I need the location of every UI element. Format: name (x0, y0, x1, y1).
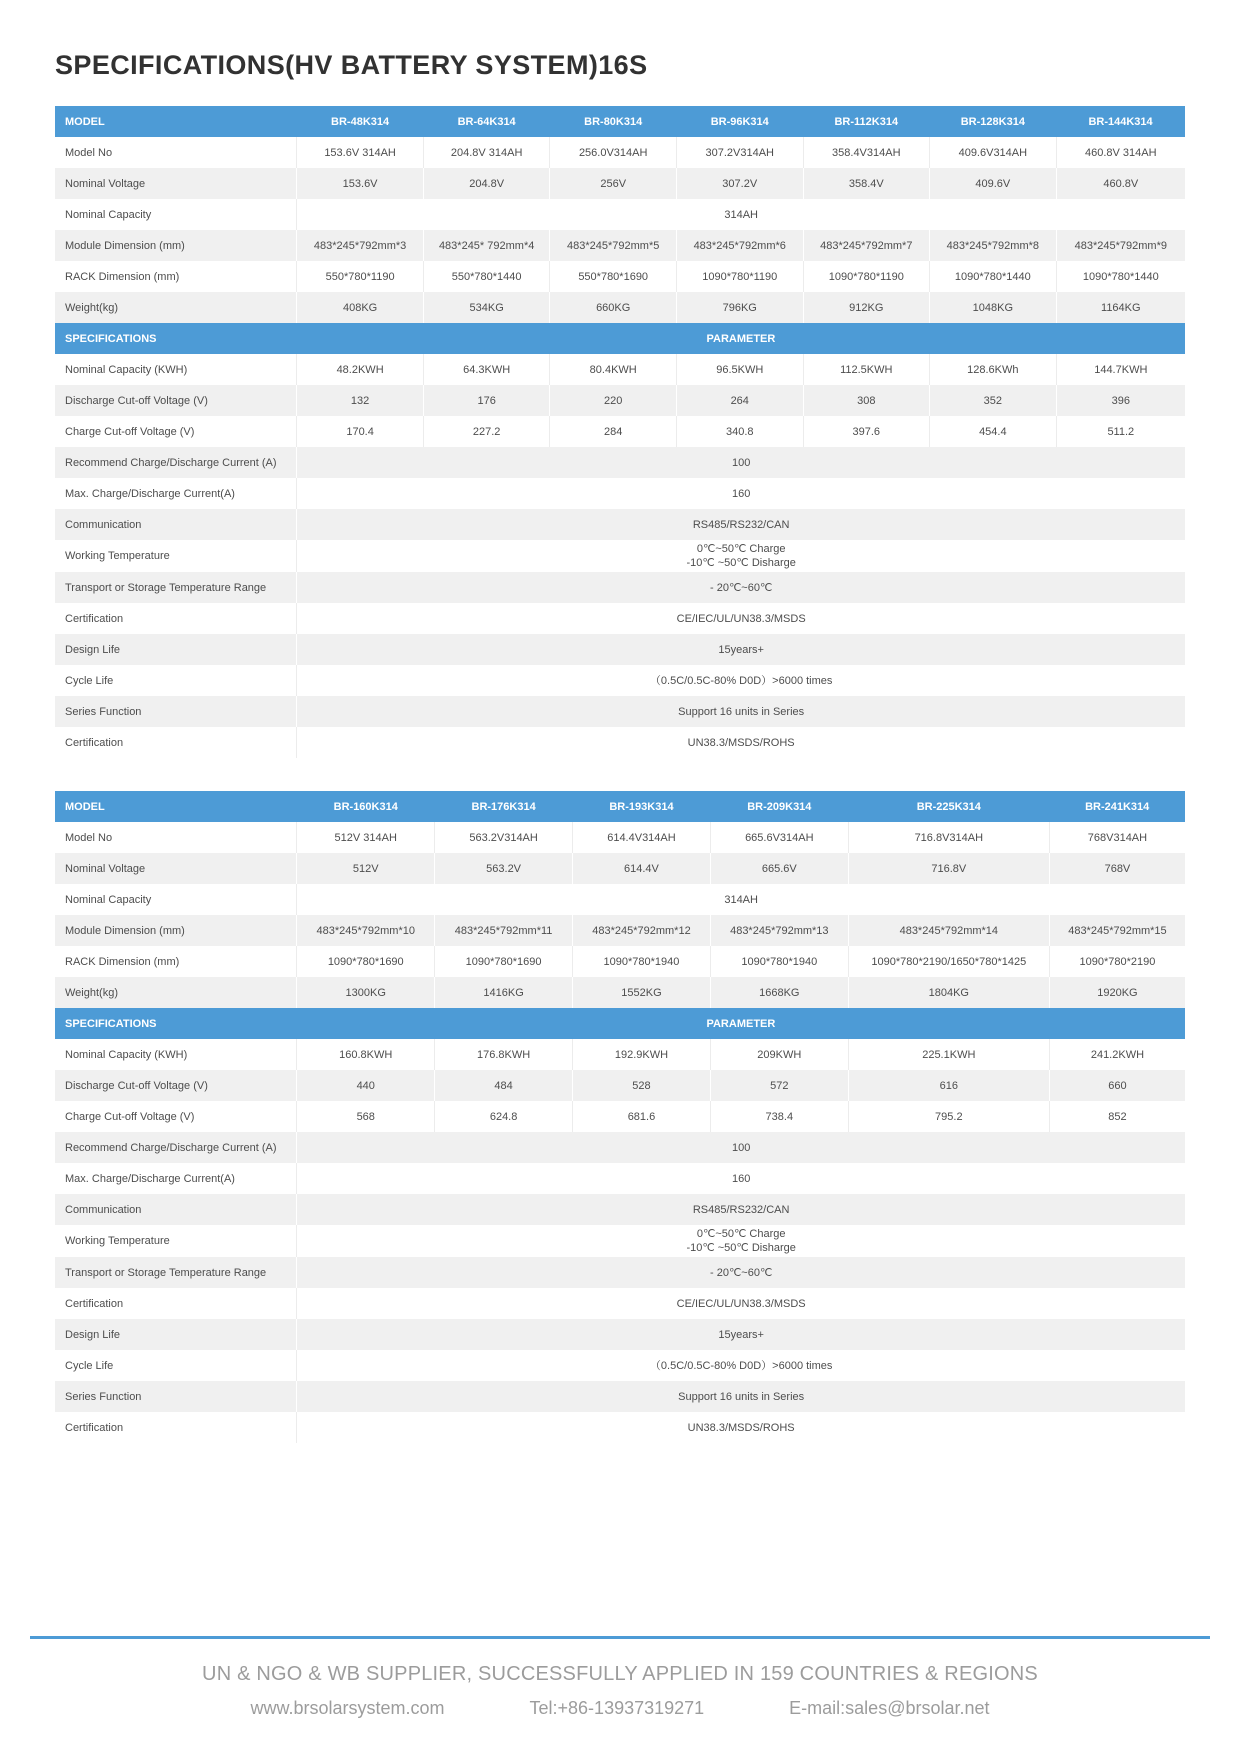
row-label: Nominal Capacity (65, 893, 152, 906)
value-cell: 1090*780*1190 (803, 261, 930, 292)
value-cell: 484 (435, 1070, 573, 1101)
value-cell: 307.2V314AH (676, 137, 803, 168)
value-cell: 660KG (550, 292, 677, 323)
row-label: Transport or Storage Temperature Range (65, 1266, 267, 1279)
value-cell: 568 (297, 1101, 435, 1132)
row-label: Cycle Life (65, 1359, 114, 1372)
table-row (55, 884, 1185, 915)
merged-value-cell: Support 16 units in Series (297, 696, 1185, 727)
row-label: Communication (65, 518, 142, 531)
model-name: BR-144K314 (1056, 106, 1185, 137)
value-cell: 550*780*1440 (423, 261, 550, 292)
row-label: Series Function (65, 705, 142, 718)
value-cell: 176 (423, 385, 550, 416)
table-row (55, 1257, 1185, 1288)
spec-header-parameter: PARAMETER (297, 323, 1185, 354)
value-cell: 483*245*792mm*11 (435, 915, 573, 946)
merged-value-line: 0℃~50℃ Charge (696, 1228, 786, 1240)
merged-value-cell: 100 (297, 447, 1185, 478)
value-cell: 1668KG (710, 977, 848, 1008)
value-cell: 1552KG (573, 977, 711, 1008)
value-cell: 153.6V 314AH (297, 137, 424, 168)
value-cell: 483*245* 792mm*4 (423, 230, 550, 261)
merged-value-cell: 314AH (297, 884, 1185, 915)
row-label: Module Dimension (mm) (65, 239, 185, 252)
model-name: BR-176K314 (435, 791, 573, 822)
footer-tagline: UN & NGO & WB SUPPLIER, SUCCESSFULLY APPLIED IN 159 COUNTRIES & REGIONS (202, 1663, 1038, 1685)
value-cell: 483*245*792mm*9 (1056, 230, 1185, 261)
row-label: Certification (65, 612, 124, 625)
value-cell: 852 (1049, 1101, 1185, 1132)
value-cell: 225.1KWH (848, 1039, 1049, 1070)
value-cell: 660 (1049, 1070, 1185, 1101)
row-label: Recommend Charge/Discharge Current (A) (65, 456, 277, 469)
value-cell: 340.8 (676, 416, 803, 447)
model-name: BR-96K314 (676, 106, 803, 137)
row-label: Working Temperature (65, 550, 170, 562)
row-label: Design Life (65, 1328, 121, 1341)
value-cell: 614.4V314AH (573, 822, 711, 853)
value-cell: 614.4V (573, 853, 711, 884)
merged-value-cell: UN38.3/MSDS/ROHS (297, 1412, 1185, 1443)
table-row (55, 1194, 1185, 1225)
row-label: Nominal Capacity (KWH) (65, 1048, 188, 1061)
value-cell: 563.2V (435, 853, 573, 884)
value-cell: 1090*780*1690 (435, 946, 573, 977)
merged-value-cell: 160 (297, 478, 1185, 509)
row-label: Nominal Capacity (65, 208, 152, 221)
merged-value-cell: 15years+ (297, 1319, 1185, 1350)
merged-value-line: 0℃~50℃ Charge (696, 543, 786, 555)
value-cell: 483*245*792mm*8 (930, 230, 1057, 261)
value-cell: 483*245*792mm*12 (573, 915, 711, 946)
value-cell: 48.2KWH (297, 354, 424, 385)
row-label: Weight(kg) (65, 986, 118, 999)
row-label: Certification (65, 736, 124, 749)
row-label: Charge Cut-off Voltage (V) (65, 425, 195, 438)
footer-email: E-mail:sales@brsolar.net (789, 1698, 990, 1718)
row-label: Discharge Cut-off Voltage (V) (65, 1079, 208, 1092)
merged-value-cell: （0.5C/0.5C-80% D0D）>6000 times (297, 665, 1185, 696)
value-cell: 256V (550, 168, 677, 199)
table-row (55, 946, 1185, 977)
table-row (55, 853, 1185, 884)
value-cell: 96.5KWH (676, 354, 803, 385)
row-label: Design Life (65, 643, 121, 656)
value-cell: 264 (676, 385, 803, 416)
value-cell: 511.2 (1056, 416, 1185, 447)
merged-value-cell: UN38.3/MSDS/ROHS (297, 727, 1185, 758)
model-name: BR-112K314 (803, 106, 930, 137)
spec-tables-container (55, 106, 1185, 1476)
value-cell: 397.6 (803, 416, 930, 447)
value-cell: 153.6V (297, 168, 424, 199)
model-name: BR-241K314 (1049, 791, 1185, 822)
table-row (55, 416, 1185, 447)
value-cell: 176.8KWH (435, 1039, 573, 1070)
value-cell: 1416KG (435, 977, 573, 1008)
merged-value-cell (297, 1225, 1185, 1257)
table-row (55, 1039, 1185, 1070)
row-label: Nominal Voltage (65, 177, 146, 190)
value-cell: 528 (573, 1070, 711, 1101)
table-row (55, 354, 1185, 385)
footer (0, 1636, 1240, 1719)
value-cell: 460.8V 314AH (1056, 137, 1185, 168)
row-label: Communication (65, 1203, 142, 1216)
value-cell: 128.6KWh (930, 354, 1057, 385)
table-row (55, 727, 1185, 758)
merged-value-cell: - 20℃~60℃ (297, 572, 1185, 603)
row-label: Nominal Capacity (KWH) (65, 363, 188, 376)
model-name: BR-225K314 (848, 791, 1049, 822)
model-header-label: MODEL (55, 791, 297, 822)
row-label: RACK Dimension (mm) (65, 955, 180, 968)
footer-tel: Tel:+86-13937319271 (529, 1698, 705, 1718)
value-cell: 1090*780*1440 (930, 261, 1057, 292)
value-cell: 160.8KWH (297, 1039, 435, 1070)
merged-value-cell: RS485/RS232/CAN (297, 509, 1185, 540)
row-label: Certification (65, 1297, 124, 1310)
value-cell: 716.8V314AH (848, 822, 1049, 853)
table-row (55, 634, 1185, 665)
model-name: BR-64K314 (423, 106, 550, 137)
row-label: Cycle Life (65, 674, 114, 687)
value-cell: 1090*780*1190 (676, 261, 803, 292)
spec-table-1 (55, 106, 1185, 758)
value-cell: 358.4V (803, 168, 930, 199)
value-cell: 454.4 (930, 416, 1057, 447)
value-cell: 284 (550, 416, 677, 447)
value-cell: 795.2 (848, 1101, 1049, 1132)
row-label: Discharge Cut-off Voltage (V) (65, 394, 208, 407)
merged-value-cell: 314AH (297, 199, 1185, 230)
value-cell: 483*245*792mm*15 (1049, 915, 1185, 946)
row-label: Model No (65, 831, 113, 844)
table-row (55, 137, 1185, 168)
value-cell: 440 (297, 1070, 435, 1101)
value-cell: 512V (297, 853, 435, 884)
value-cell: 409.6V (930, 168, 1057, 199)
value-cell: 352 (930, 385, 1057, 416)
table-row (55, 1101, 1185, 1132)
table-row (55, 447, 1185, 478)
value-cell: 768V (1049, 853, 1185, 884)
value-cell: 256.0V314AH (550, 137, 677, 168)
row-label: Module Dimension (mm) (65, 924, 185, 937)
value-cell: 483*245*792mm*14 (848, 915, 1049, 946)
value-cell: 209KWH (710, 1039, 848, 1070)
value-cell: 483*245*792mm*13 (710, 915, 848, 946)
value-cell: 144.7KWH (1056, 354, 1185, 385)
model-name: BR-193K314 (573, 791, 711, 822)
value-cell: 170.4 (297, 416, 424, 447)
value-cell: 112.5KWH (803, 354, 930, 385)
row-label: Max. Charge/Discharge Current(A) (65, 1172, 235, 1185)
table-row (55, 977, 1185, 1008)
table-row (55, 665, 1185, 696)
value-cell: 512V 314AH (297, 822, 435, 853)
model-name: BR-80K314 (550, 106, 677, 137)
table-row (55, 696, 1185, 727)
footer-contacts (0, 1698, 1240, 1719)
value-cell: 1804KG (848, 977, 1049, 1008)
merged-value-cell: RS485/RS232/CAN (297, 1194, 1185, 1225)
row-label: Max. Charge/Discharge Current(A) (65, 487, 235, 500)
value-cell: 738.4 (710, 1101, 848, 1132)
page-title: SPECIFICATIONS(HV BATTERY SYSTEM)16S (55, 50, 648, 80)
value-cell: 1090*780*1440 (1056, 261, 1185, 292)
table-row (55, 199, 1185, 230)
value-cell: 241.2KWH (1049, 1039, 1185, 1070)
table-row (55, 915, 1185, 946)
merged-value-cell: 100 (297, 1132, 1185, 1163)
value-cell: 192.9KWH (573, 1039, 711, 1070)
spec-header-label: SPECIFICATIONS (55, 323, 297, 354)
value-cell: 358.4V314AH (803, 137, 930, 168)
table-row (55, 168, 1185, 199)
value-cell: 460.8V (1056, 168, 1185, 199)
value-cell: 483*245*792mm*5 (550, 230, 677, 261)
merged-value-cell (297, 540, 1185, 572)
value-cell: 681.6 (573, 1101, 711, 1132)
spec-header-parameter: PARAMETER (297, 1008, 1185, 1039)
table-row (55, 1288, 1185, 1319)
table-row (55, 1225, 1185, 1257)
spec-table-2 (55, 791, 1185, 1443)
table-row (55, 292, 1185, 323)
table-row (55, 478, 1185, 509)
merged-value-cell: 160 (297, 1163, 1185, 1194)
row-label: Series Function (65, 1390, 142, 1403)
table-row (55, 1132, 1185, 1163)
table-row (55, 1070, 1185, 1101)
table-row (55, 385, 1185, 416)
merged-value-cell: CE/IEC/UL/UN38.3/MSDS (297, 603, 1185, 634)
table-row (55, 1350, 1185, 1381)
merged-value-cell: （0.5C/0.5C-80% D0D）>6000 times (297, 1350, 1185, 1381)
footer-website: www.brsolarsystem.com (250, 1698, 445, 1718)
value-cell: 204.8V 314AH (423, 137, 550, 168)
value-cell: 80.4KWH (550, 354, 677, 385)
merged-value-cell: Support 16 units in Series (297, 1381, 1185, 1412)
value-cell: 64.3KWH (423, 354, 550, 385)
spec-header-row (55, 1008, 1185, 1039)
value-cell: 396 (1056, 385, 1185, 416)
spec-header-row (55, 323, 1185, 354)
value-cell: 616 (848, 1070, 1049, 1101)
row-label: Nominal Voltage (65, 862, 146, 875)
model-name: BR-160K314 (297, 791, 435, 822)
value-cell: 1090*780*1940 (710, 946, 848, 977)
merged-value-line: -10℃ ~50℃ Disharge (686, 557, 796, 569)
model-header-label: MODEL (55, 106, 297, 137)
row-label: RACK Dimension (mm) (65, 270, 180, 283)
value-cell: 550*780*1190 (297, 261, 424, 292)
value-cell: 912KG (803, 292, 930, 323)
value-cell: 1090*780*2190/1650*780*1425 (848, 946, 1049, 977)
value-cell: 483*245*792mm*7 (803, 230, 930, 261)
value-cell: 572 (710, 1070, 848, 1101)
value-cell: 768V314AH (1049, 822, 1185, 853)
table-row (55, 230, 1185, 261)
merged-value-line: -10℃ ~50℃ Disharge (686, 1242, 796, 1254)
model-header-row (55, 791, 1185, 822)
value-cell: 204.8V (423, 168, 550, 199)
value-cell: 1920KG (1049, 977, 1185, 1008)
value-cell: 483*245*792mm*6 (676, 230, 803, 261)
merged-value-cell: - 20℃~60℃ (297, 1257, 1185, 1288)
value-cell: 1090*780*1690 (297, 946, 435, 977)
value-cell: 1090*780*2190 (1049, 946, 1185, 977)
value-cell: 132 (297, 385, 424, 416)
table-row (55, 822, 1185, 853)
value-cell: 550*780*1690 (550, 261, 677, 292)
value-cell: 1048KG (930, 292, 1057, 323)
value-cell: 483*245*792mm*3 (297, 230, 424, 261)
value-cell: 408KG (297, 292, 424, 323)
row-label: Recommend Charge/Discharge Current (A) (65, 1141, 277, 1154)
table-row (55, 1381, 1185, 1412)
table-row (55, 509, 1185, 540)
value-cell: 227.2 (423, 416, 550, 447)
spec-header-label: SPECIFICATIONS (55, 1008, 297, 1039)
value-cell: 1164KG (1056, 292, 1185, 323)
value-cell: 483*245*792mm*10 (297, 915, 435, 946)
table-row (55, 1163, 1185, 1194)
row-label: Transport or Storage Temperature Range (65, 581, 267, 594)
table-row (55, 1412, 1185, 1443)
value-cell: 563.2V314AH (435, 822, 573, 853)
row-label: Weight(kg) (65, 301, 118, 314)
value-cell: 409.6V314AH (930, 137, 1057, 168)
value-cell: 624.8 (435, 1101, 573, 1132)
row-label: Model No (65, 146, 113, 159)
value-cell: 665.6V (710, 853, 848, 884)
value-cell: 796KG (676, 292, 803, 323)
merged-value-cell: 15years+ (297, 634, 1185, 665)
value-cell: 220 (550, 385, 677, 416)
merged-value-cell: CE/IEC/UL/UN38.3/MSDS (297, 1288, 1185, 1319)
table-row (55, 572, 1185, 603)
table-row (55, 603, 1185, 634)
value-cell: 308 (803, 385, 930, 416)
row-label: Charge Cut-off Voltage (V) (65, 1110, 195, 1123)
model-name: BR-209K314 (710, 791, 848, 822)
value-cell: 307.2V (676, 168, 803, 199)
footer-divider (30, 1636, 1210, 1639)
value-cell: 1090*780*1940 (573, 946, 711, 977)
row-label: Working Temperature (65, 1235, 170, 1247)
value-cell: 534KG (423, 292, 550, 323)
value-cell: 665.6V314AH (710, 822, 848, 853)
table-row (55, 1319, 1185, 1350)
row-label: Certification (65, 1421, 124, 1434)
value-cell: 716.8V (848, 853, 1049, 884)
table-row (55, 540, 1185, 572)
table-row (55, 261, 1185, 292)
model-name: BR-48K314 (297, 106, 424, 137)
value-cell: 1300KG (297, 977, 435, 1008)
model-header-row (55, 106, 1185, 137)
model-name: BR-128K314 (930, 106, 1057, 137)
